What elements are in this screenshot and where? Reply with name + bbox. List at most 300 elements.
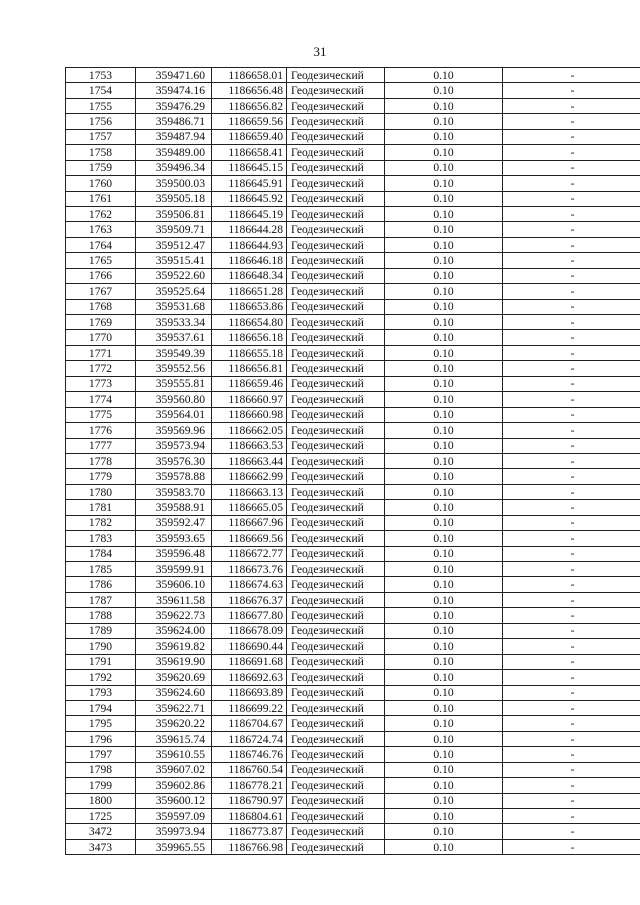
point-number-cell: 1766 [66,268,136,283]
method-cell: Геодезический [287,577,385,592]
method-cell: Геодезический [287,114,385,129]
x-coordinate-cell: 359569.96 [136,423,212,438]
method-cell: Геодезический [287,562,385,577]
y-coordinate-cell: 1186646.18 [212,253,287,268]
coordinates-table [65,67,640,855]
table-row [66,839,640,854]
y-coordinate-cell: 1186674.63 [212,577,287,592]
point-number-cell: 1768 [66,299,136,314]
accuracy-cell: 0.10 [385,438,503,453]
x-coordinate-cell: 359607.02 [136,762,212,777]
x-coordinate-cell: 359624.60 [136,685,212,700]
accuracy-cell: 0.10 [385,299,503,314]
point-number-cell: 1786 [66,577,136,592]
method-cell: Геодезический [287,407,385,422]
point-number-cell: 1784 [66,546,136,561]
point-number-cell: 1763 [66,222,136,237]
method-cell: Геодезический [287,824,385,839]
method-cell: Геодезический [287,330,385,345]
description-cell: - [503,839,640,854]
method-cell: Геодезический [287,176,385,191]
accuracy-cell: 0.10 [385,160,503,175]
description-cell: - [503,129,640,144]
accuracy-cell: 0.10 [385,546,503,561]
point-number-cell: 1781 [66,500,136,515]
y-coordinate-cell: 1186644.28 [212,222,287,237]
accuracy-cell: 0.10 [385,515,503,530]
accuracy-cell: 0.10 [385,423,503,438]
description-cell: - [503,268,640,283]
description-cell: - [503,83,640,98]
table-row [66,222,640,237]
accuracy-cell: 0.10 [385,330,503,345]
point-number-cell: 1759 [66,160,136,175]
description-cell: - [503,793,640,808]
y-coordinate-cell: 1186773.87 [212,824,287,839]
description-cell: - [503,700,640,715]
y-coordinate-cell: 1186669.56 [212,531,287,546]
accuracy-cell: 0.10 [385,639,503,654]
method-cell: Геодезический [287,747,385,762]
point-number-cell: 1789 [66,623,136,638]
point-number-cell: 1753 [66,68,136,83]
point-number-cell: 1770 [66,330,136,345]
table-row [66,98,640,113]
description-cell: - [503,376,640,391]
table-row [66,747,640,762]
accuracy-cell: 0.10 [385,793,503,808]
table-row [66,824,640,839]
method-cell: Геодезический [287,206,385,221]
point-number-cell: 1725 [66,809,136,824]
point-number-cell: 1777 [66,438,136,453]
accuracy-cell: 0.10 [385,762,503,777]
point-number-cell: 1780 [66,484,136,499]
description-cell: - [503,623,640,638]
method-cell: Геодезический [287,129,385,144]
y-coordinate-cell: 1186658.41 [212,145,287,160]
table-row [66,685,640,700]
method-cell: Геодезический [287,145,385,160]
description-cell: - [503,546,640,561]
point-number-cell: 1757 [66,129,136,144]
accuracy-cell: 0.10 [385,237,503,252]
point-number-cell: 1788 [66,608,136,623]
y-coordinate-cell: 1186648.34 [212,268,287,283]
point-number-cell: 3473 [66,839,136,854]
table-row [66,484,640,499]
point-number-cell: 1791 [66,654,136,669]
table-row [66,129,640,144]
method-cell: Геодезический [287,453,385,468]
table-row [66,438,640,453]
x-coordinate-cell: 359525.64 [136,284,212,299]
table-row [66,562,640,577]
method-cell: Геодезический [287,191,385,206]
x-coordinate-cell: 359610.55 [136,747,212,762]
description-cell: - [503,284,640,299]
accuracy-cell: 0.10 [385,562,503,577]
accuracy-cell: 0.10 [385,809,503,824]
description-cell: - [503,515,640,530]
x-coordinate-cell: 359474.16 [136,83,212,98]
description-cell: - [503,469,640,484]
method-cell: Геодезический [287,670,385,685]
x-coordinate-cell: 359593.65 [136,531,212,546]
y-coordinate-cell: 1186663.53 [212,438,287,453]
accuracy-cell: 0.10 [385,129,503,144]
y-coordinate-cell: 1186644.93 [212,237,287,252]
table-row [66,345,640,360]
point-number-cell: 3472 [66,824,136,839]
y-coordinate-cell: 1186654.80 [212,315,287,330]
x-coordinate-cell: 359965.55 [136,839,212,854]
accuracy-cell: 0.10 [385,268,503,283]
x-coordinate-cell: 359555.81 [136,376,212,391]
x-coordinate-cell: 359620.22 [136,716,212,731]
point-number-cell: 1767 [66,284,136,299]
y-coordinate-cell: 1186724.74 [212,731,287,746]
accuracy-cell: 0.10 [385,608,503,623]
accuracy-cell: 0.10 [385,731,503,746]
table-row [66,670,640,685]
method-cell: Геодезический [287,793,385,808]
description-cell: - [503,592,640,607]
table-row [66,176,640,191]
accuracy-cell: 0.10 [385,685,503,700]
point-number-cell: 1775 [66,407,136,422]
point-number-cell: 1797 [66,747,136,762]
method-cell: Геодезический [287,438,385,453]
accuracy-cell: 0.10 [385,345,503,360]
table-row [66,284,640,299]
accuracy-cell: 0.10 [385,114,503,129]
accuracy-cell: 0.10 [385,469,503,484]
point-number-cell: 1794 [66,700,136,715]
description-cell: - [503,731,640,746]
x-coordinate-cell: 359476.29 [136,98,212,113]
table-row [66,531,640,546]
method-cell: Геодезический [287,253,385,268]
accuracy-cell: 0.10 [385,145,503,160]
method-cell: Геодезический [287,98,385,113]
y-coordinate-cell: 1186653.86 [212,299,287,314]
point-number-cell: 1790 [66,639,136,654]
x-coordinate-cell: 359515.41 [136,253,212,268]
description-cell: - [503,315,640,330]
x-coordinate-cell: 359619.82 [136,639,212,654]
x-coordinate-cell: 359597.09 [136,809,212,824]
y-coordinate-cell: 1186663.13 [212,484,287,499]
accuracy-cell: 0.10 [385,778,503,793]
y-coordinate-cell: 1186651.28 [212,284,287,299]
table-row [66,392,640,407]
y-coordinate-cell: 1186678.09 [212,623,287,638]
x-coordinate-cell: 359600.12 [136,793,212,808]
method-cell: Геодезический [287,299,385,314]
y-coordinate-cell: 1186699.22 [212,700,287,715]
point-number-cell: 1774 [66,392,136,407]
description-cell: - [503,577,640,592]
accuracy-cell: 0.10 [385,747,503,762]
description-cell: - [503,778,640,793]
description-cell: - [503,407,640,422]
method-cell: Геодезический [287,778,385,793]
method-cell: Геодезический [287,839,385,854]
table-row [66,700,640,715]
y-coordinate-cell: 1186667.96 [212,515,287,530]
table-row [66,361,640,376]
description-cell: - [503,809,640,824]
table-row [66,469,640,484]
method-cell: Геодезический [287,469,385,484]
method-cell: Геодезический [287,83,385,98]
y-coordinate-cell: 1186673.76 [212,562,287,577]
y-coordinate-cell: 1186690.44 [212,639,287,654]
y-coordinate-cell: 1186790.97 [212,793,287,808]
x-coordinate-cell: 359602.86 [136,778,212,793]
method-cell: Геодезический [287,716,385,731]
method-cell: Геодезический [287,809,385,824]
accuracy-cell: 0.10 [385,577,503,592]
description-cell: - [503,500,640,515]
method-cell: Геодезический [287,639,385,654]
point-number-cell: 1765 [66,253,136,268]
point-number-cell: 1800 [66,793,136,808]
description-cell: - [503,685,640,700]
point-number-cell: 1760 [66,176,136,191]
point-number-cell: 1787 [66,592,136,607]
y-coordinate-cell: 1186658.01 [212,68,287,83]
x-coordinate-cell: 359552.56 [136,361,212,376]
x-coordinate-cell: 359583.70 [136,484,212,499]
description-cell: - [503,330,640,345]
description-cell: - [503,608,640,623]
table-row [66,546,640,561]
method-cell: Геодезический [287,222,385,237]
method-cell: Геодезический [287,731,385,746]
method-cell: Геодезический [287,654,385,669]
y-coordinate-cell: 1186676.37 [212,592,287,607]
description-cell: - [503,299,640,314]
description-cell: - [503,716,640,731]
accuracy-cell: 0.10 [385,407,503,422]
accuracy-cell: 0.10 [385,83,503,98]
point-number-cell: 1795 [66,716,136,731]
method-cell: Геодезический [287,592,385,607]
point-number-cell: 1773 [66,376,136,391]
accuracy-cell: 0.10 [385,206,503,221]
point-number-cell: 1785 [66,562,136,577]
accuracy-cell: 0.10 [385,253,503,268]
method-cell: Геодезический [287,423,385,438]
description-cell: - [503,639,640,654]
method-cell: Геодезический [287,546,385,561]
x-coordinate-cell: 359599.91 [136,562,212,577]
table-row [66,577,640,592]
accuracy-cell: 0.10 [385,839,503,854]
table-row [66,83,640,98]
table-row [66,809,640,824]
method-cell: Геодезический [287,608,385,623]
x-coordinate-cell: 359620.69 [136,670,212,685]
point-number-cell: 1762 [66,206,136,221]
x-coordinate-cell: 359512.47 [136,237,212,252]
y-coordinate-cell: 1186656.48 [212,83,287,98]
table-row [66,608,640,623]
description-cell: - [503,438,640,453]
y-coordinate-cell: 1186665.05 [212,500,287,515]
point-number-cell: 1754 [66,83,136,98]
method-cell: Геодезический [287,392,385,407]
accuracy-cell: 0.10 [385,392,503,407]
method-cell: Геодезический [287,68,385,83]
accuracy-cell: 0.10 [385,700,503,715]
table-row [66,500,640,515]
y-coordinate-cell: 1186656.82 [212,98,287,113]
accuracy-cell: 0.10 [385,176,503,191]
y-coordinate-cell: 1186704.67 [212,716,287,731]
method-cell: Геодезический [287,361,385,376]
y-coordinate-cell: 1186677.80 [212,608,287,623]
y-coordinate-cell: 1186663.44 [212,453,287,468]
x-coordinate-cell: 359506.81 [136,206,212,221]
description-cell: - [503,824,640,839]
point-number-cell: 1758 [66,145,136,160]
method-cell: Геодезический [287,685,385,700]
table-row [66,237,640,252]
point-number-cell: 1772 [66,361,136,376]
description-cell: - [503,176,640,191]
description-cell: - [503,222,640,237]
y-coordinate-cell: 1186662.99 [212,469,287,484]
y-coordinate-cell: 1186746.76 [212,747,287,762]
x-coordinate-cell: 359522.60 [136,268,212,283]
accuracy-cell: 0.10 [385,376,503,391]
description-cell: - [503,562,640,577]
x-coordinate-cell: 359537.61 [136,330,212,345]
table-row [66,778,640,793]
method-cell: Геодезический [287,160,385,175]
y-coordinate-cell: 1186804.61 [212,809,287,824]
x-coordinate-cell: 359509.71 [136,222,212,237]
point-number-cell: 1799 [66,778,136,793]
accuracy-cell: 0.10 [385,654,503,669]
method-cell: Геодезический [287,762,385,777]
accuracy-cell: 0.10 [385,361,503,376]
description-cell: - [503,206,640,221]
method-cell: Геодезический [287,345,385,360]
table-row [66,515,640,530]
x-coordinate-cell: 359588.91 [136,500,212,515]
accuracy-cell: 0.10 [385,284,503,299]
description-cell: - [503,361,640,376]
table-row [66,731,640,746]
x-coordinate-cell: 359533.34 [136,315,212,330]
x-coordinate-cell: 359615.74 [136,731,212,746]
method-cell: Геодезический [287,500,385,515]
description-cell: - [503,191,640,206]
table-row [66,654,640,669]
table-row [66,639,640,654]
table-row [66,376,640,391]
point-number-cell: 1792 [66,670,136,685]
y-coordinate-cell: 1186660.98 [212,407,287,422]
method-cell: Геодезический [287,376,385,391]
y-coordinate-cell: 1186656.18 [212,330,287,345]
description-cell: - [503,747,640,762]
description-cell: - [503,98,640,113]
point-number-cell: 1782 [66,515,136,530]
point-number-cell: 1756 [66,114,136,129]
y-coordinate-cell: 1186760.54 [212,762,287,777]
point-number-cell: 1764 [66,237,136,252]
x-coordinate-cell: 359573.94 [136,438,212,453]
table-row [66,716,640,731]
y-coordinate-cell: 1186692.63 [212,670,287,685]
x-coordinate-cell: 359606.10 [136,577,212,592]
table-row [66,315,640,330]
point-number-cell: 1779 [66,469,136,484]
y-coordinate-cell: 1186659.56 [212,114,287,129]
description-cell: - [503,237,640,252]
page-number: 31 [313,44,327,59]
y-coordinate-cell: 1186656.81 [212,361,287,376]
x-coordinate-cell: 359487.94 [136,129,212,144]
table-row [66,793,640,808]
accuracy-cell: 0.10 [385,98,503,113]
y-coordinate-cell: 1186645.19 [212,206,287,221]
method-cell: Геодезический [287,531,385,546]
table-row [66,68,640,83]
point-number-cell: 1783 [66,531,136,546]
point-number-cell: 1798 [66,762,136,777]
table-row [66,407,640,422]
description-cell: - [503,253,640,268]
y-coordinate-cell: 1186660.97 [212,392,287,407]
accuracy-cell: 0.10 [385,68,503,83]
y-coordinate-cell: 1186766.98 [212,839,287,854]
table-row [66,453,640,468]
x-coordinate-cell: 359486.71 [136,114,212,129]
y-coordinate-cell: 1186778.21 [212,778,287,793]
accuracy-cell: 0.10 [385,716,503,731]
table-row [66,762,640,777]
x-coordinate-cell: 359592.47 [136,515,212,530]
description-cell: - [503,484,640,499]
point-number-cell: 1769 [66,315,136,330]
x-coordinate-cell: 359500.03 [136,176,212,191]
point-number-cell: 1761 [66,191,136,206]
table-row [66,330,640,345]
x-coordinate-cell: 359549.39 [136,345,212,360]
y-coordinate-cell: 1186659.46 [212,376,287,391]
method-cell: Геодезический [287,623,385,638]
x-coordinate-cell: 359624.00 [136,623,212,638]
y-coordinate-cell: 1186693.89 [212,685,287,700]
x-coordinate-cell: 359496.34 [136,160,212,175]
y-coordinate-cell: 1186691.68 [212,654,287,669]
accuracy-cell: 0.10 [385,222,503,237]
x-coordinate-cell: 359471.60 [136,68,212,83]
table-row [66,299,640,314]
x-coordinate-cell: 359578.88 [136,469,212,484]
y-coordinate-cell: 1186659.40 [212,129,287,144]
table-row [66,191,640,206]
method-cell: Геодезический [287,237,385,252]
description-cell: - [503,114,640,129]
y-coordinate-cell: 1186655.18 [212,345,287,360]
